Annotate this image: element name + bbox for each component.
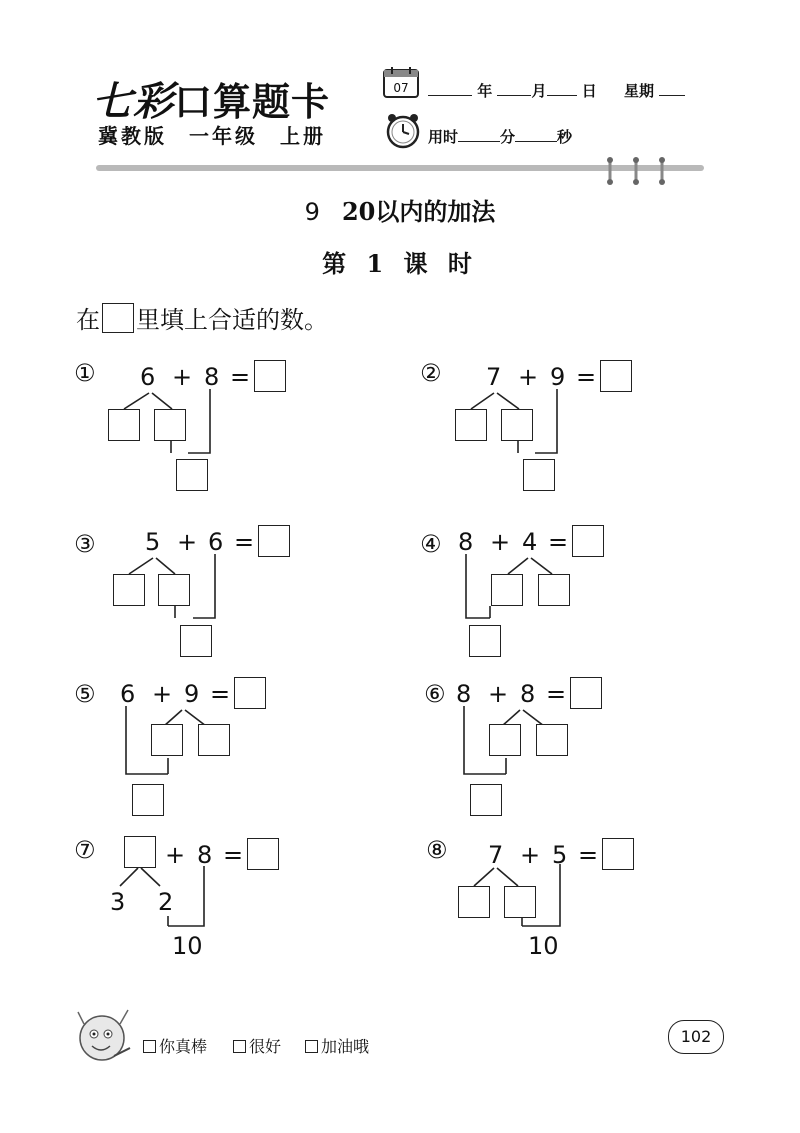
problem-1-addend-b: 8 [204,363,220,391]
date-line [428,80,685,101]
page-number: 102 [668,1020,724,1054]
problem-6-equals: = [546,680,567,708]
binder-rings-icon [600,156,670,186]
edition-info [98,120,348,149]
unit-name: 20以内的加法 [341,197,496,226]
problem-6-marker: ⑥ [424,680,446,708]
problem-5-split-left-box[interactable] [151,724,183,756]
time-line [428,126,572,147]
calendar-day: 07 [393,81,409,95]
problem-1-split-right-box[interactable] [154,409,186,441]
problem-5-sum-box[interactable] [132,784,164,816]
checkbox-icon[interactable] [305,1040,318,1053]
problem-7-sum: 10 [172,932,203,960]
calendar-icon [382,66,422,100]
instruction-after: 里填上合适的数。 [136,306,328,334]
problem-7-split-left: 3 [110,888,126,916]
logo-suffix: 口算题卡 [174,80,331,124]
problem-1-answer-box[interactable] [254,360,286,392]
lesson-title: 第 1 课 时 [322,249,478,278]
problem-5-addend-b: 9 [184,680,200,708]
feedback-label-1: 你真棒 [159,1037,208,1056]
alarm-clock-icon [383,112,423,150]
problem-8-split-right-box[interactable] [504,886,536,918]
year-blank[interactable] [428,81,472,96]
problem-6-split-left-box[interactable] [489,724,521,756]
weekday-label: 星期 [623,82,654,100]
feedback-option-1[interactable] [143,1034,207,1057]
problem-4-marker: ④ [420,530,442,558]
logo-title [92,70,330,127]
day-label: 日 [581,82,597,100]
month-blank[interactable] [497,81,531,96]
problem-6-addend-b: 8 [520,680,536,708]
problem-8-sum: 10 [528,932,559,960]
problem-4-addend-a: 8 [458,528,474,556]
problem-1-plus: + [172,363,193,391]
cartoon-mascot-icon [70,1004,136,1070]
problem-7-plus: + [165,841,186,869]
problem-5-equals: = [210,680,231,708]
instruction-box-icon [102,303,134,333]
problem-7-addend-a-box[interactable] [124,836,156,868]
problem-7-answer-box[interactable] [247,838,279,870]
problem-8-answer-box[interactable] [602,838,634,870]
unit-title [0,192,800,227]
problem-5-lines [120,702,250,782]
minutes-blank[interactable] [458,127,500,142]
problem-2-addend-b: 9 [550,363,566,391]
feedback-label-3: 加油哦 [321,1037,370,1056]
feedback-option-3[interactable] [305,1034,369,1057]
problem-6-lines [458,702,588,782]
problem-2-split-left-box[interactable] [455,409,487,441]
problem-3-split-right-box[interactable] [158,574,190,606]
problem-3-plus: + [177,528,198,556]
feedback-option-2[interactable] [233,1034,281,1057]
day-blank[interactable] [547,81,577,96]
problem-2-answer-box[interactable] [600,360,632,392]
problem-8-plus: + [520,841,541,869]
problem-2-split-right-box[interactable] [501,409,533,441]
seconds-label: 秒 [557,128,573,146]
problem-8-addend-b: 5 [552,841,568,869]
checkbox-icon[interactable] [143,1040,156,1053]
instruction-before: 在 [76,306,100,334]
problem-2-plus: + [518,363,539,391]
instruction [76,300,328,339]
minutes-label: 分 [500,128,516,146]
year-label: 年 [477,82,493,100]
problem-2-addend-a: 7 [486,363,502,391]
edition-volume: 上册 [280,124,326,148]
problem-6-split-right-box[interactable] [536,724,568,756]
problem-4-sum-box[interactable] [469,625,501,657]
problem-6-sum-box[interactable] [470,784,502,816]
seconds-blank[interactable] [515,127,557,142]
problem-5-plus: + [152,680,173,708]
problem-1-sum-box[interactable] [176,459,208,491]
problem-1-split-left-box[interactable] [108,409,140,441]
problem-2-sum-box[interactable] [523,459,555,491]
problem-1-addend-a: 6 [140,363,156,391]
problem-1-marker: ① [74,359,96,387]
logo-prefix: 七彩 [92,78,174,125]
problem-7-split-right: 2 [158,888,174,916]
time-label: 用时 [428,128,459,146]
problem-8-marker: ⑧ [426,836,448,864]
problem-1-equals: = [230,363,251,391]
problem-8-addend-a: 7 [488,841,504,869]
problem-3-addend-a: 5 [145,528,161,556]
problem-2-marker: ② [420,359,442,387]
problem-5-split-right-box[interactable] [198,724,230,756]
problem-8-equals: = [578,841,599,869]
problem-5-addend-a: 6 [120,680,136,708]
feedback-label-2: 很好 [249,1037,282,1056]
problem-7-addend-b: 8 [197,841,213,869]
month-label: 月 [531,82,547,100]
checkbox-icon[interactable] [233,1040,246,1053]
problem-2-equals: = [576,363,597,391]
problem-3-addend-b: 6 [208,528,224,556]
problem-7-equals: = [223,841,244,869]
edition-publisher: 冀教版 [98,124,167,148]
problem-4-addend-b: 4 [522,528,538,556]
weekday-blank[interactable] [659,81,685,96]
unit-number: 9 [304,198,320,226]
problem-3-marker: ③ [74,530,96,558]
problem-3-answer-box[interactable] [258,525,290,557]
problem-7-marker: ⑦ [74,836,96,864]
problem-3-sum-box[interactable] [180,625,212,657]
problem-5-marker: ⑤ [74,680,96,708]
problem-3-equals: = [234,528,255,556]
edition-grade: 一年级 [189,124,258,148]
problem-4-lines [460,550,590,630]
problem-3-split-left-box[interactable] [113,574,145,606]
problem-4-split-right-box[interactable] [538,574,570,606]
problem-6-addend-a: 8 [456,680,472,708]
problem-4-split-left-box[interactable] [491,574,523,606]
problem-4-equals: = [548,528,569,556]
problem-4-plus: + [490,528,511,556]
problem-6-plus: + [488,680,509,708]
problem-8-split-left-box[interactable] [458,886,490,918]
